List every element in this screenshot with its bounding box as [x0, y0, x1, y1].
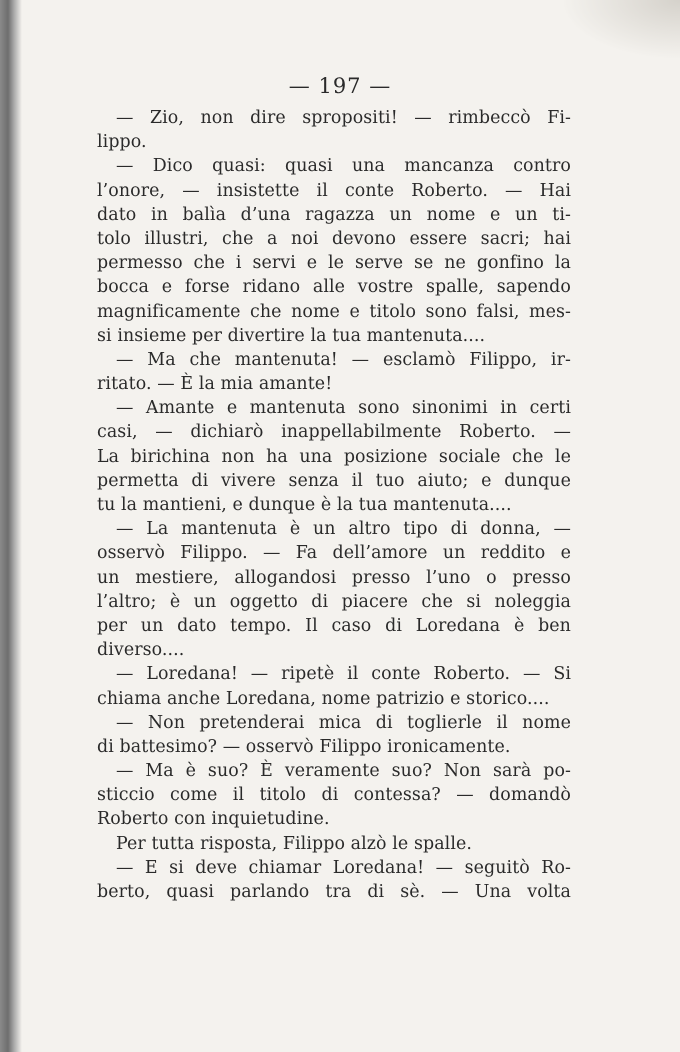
text-line: sticcio come il titolo di contessa? — domandò — [97, 785, 571, 806]
text-line: tu la mantieni, e dunque è la tua mantenuta.... — [97, 495, 512, 515]
text-line: bocca e forse ridano alle vostre spalle, sapendo — [97, 277, 571, 298]
text-line: — Dico quasi: quasi una mancanza contro — [116, 156, 571, 177]
text-line: — E si deve chiamar Loredana! — seguitò Ro- — [116, 857, 571, 878]
text-line: magnificamente che nome e titolo sono falsi, mes- — [97, 301, 571, 322]
text-line: di battesimo? — osservò Filippo ironicamente. — [97, 736, 511, 757]
text-line: dato in balìa d’una ragazza un nome e un ti- — [97, 204, 571, 225]
page-number: — 197 — — [288, 74, 392, 98]
text-line: si insieme per divertire la tua mantenuta.... — [97, 325, 486, 346]
text-line: diverso.... — [97, 640, 185, 661]
text-line: per un dato tempo. Il caso di Loredana è ben — [97, 615, 571, 636]
paper-stain — [560, 0, 680, 60]
text-line: La birichina non ha una posizione sociale che le — [97, 446, 571, 467]
text-line: chiama anche Loredana, nome patrizio e storico.... — [97, 688, 550, 709]
text-line: — La mantenuta è un altro tipo di donna, — — [116, 519, 571, 540]
text-line: un mestiere, allogandosi presso l’uno o presso — [97, 567, 571, 588]
text-line: casi, — dichiarò inappellabilmente Roberto. — — [97, 422, 571, 443]
text-line: Roberto con inquietudine. — [97, 809, 330, 830]
text-line: — Non pretenderai mica di toglierle il nome — [116, 712, 571, 733]
text-line: ritato. — È la mia amante! — [97, 374, 333, 395]
text-line: permetta di vivere senza il tuo aiuto; e dunque — [97, 470, 571, 491]
text-line: — Amante e mantenuta sono sinonimi in certi — [116, 398, 571, 419]
text-line: — Ma che mantenuta! — esclamò Filippo, ir- — [116, 349, 571, 370]
text-line: permesso che i servi e le serve se ne gonfino la — [97, 253, 571, 274]
text-line: — Loredana! — ripetè il conte Roberto. — Si — [116, 664, 571, 685]
text-line: l’altro; è un oggetto di piacere che si noleggia — [97, 591, 571, 612]
page-binding-edge — [0, 0, 22, 1052]
text-line: osservò Filippo. — Fa dell’amore un reddito e — [97, 543, 571, 564]
text-line: Per tutta risposta, Filippo alzò le spalle. — [116, 833, 473, 854]
text-line: lippo. — [97, 132, 147, 153]
text-line: berto, quasi parlando tra di sè. — Una volta — [97, 882, 571, 902]
text-body — [97, 106, 571, 904]
text-line: tolo illustri, che a noi devono essere sacri; hai — [97, 228, 571, 249]
text-line: — Zio, non dire spropositi! — rimbeccò Fi- — [116, 108, 571, 128]
text-line: — Ma è suo? È veramente suo? Non sarà po- — [116, 761, 571, 782]
text-line: l’onore, — insistette il conte Roberto. — Hai — [97, 180, 571, 201]
